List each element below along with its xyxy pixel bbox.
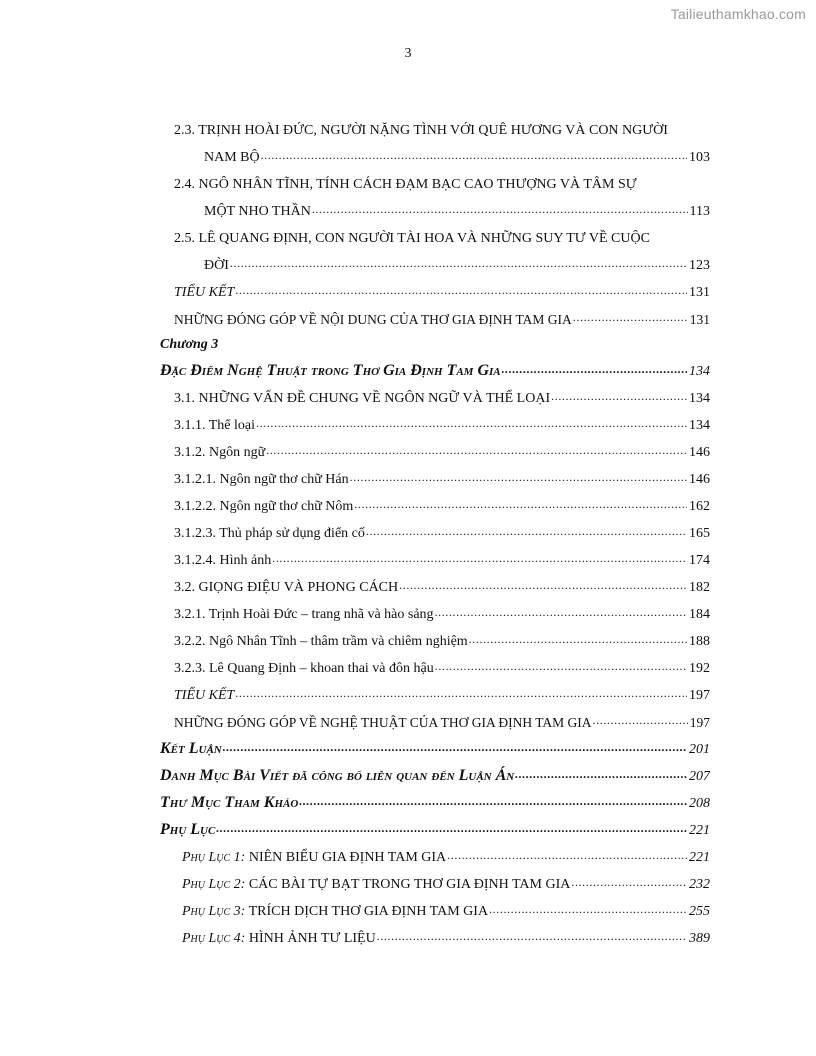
appendix-prefix: Phụ Lục 3:	[182, 904, 246, 919]
toc-entry[interactable]	[160, 650, 710, 677]
dot-leader	[299, 794, 687, 809]
chapter-label: Chương 3	[160, 337, 219, 352]
toc-entry-title	[182, 904, 488, 920]
appendix-title: HÌNH ẢNH TƯ LIỆU	[245, 931, 376, 946]
toc-entry-title: NAM BỘ	[204, 150, 260, 165]
dot-leader	[469, 632, 687, 647]
dot-leader	[272, 551, 687, 566]
toc-entry-title: 3.2.1. Trịnh Hoài Đức – trang nhã và hào sảng	[174, 607, 434, 622]
watermark: Tailieuthamkhao.com	[670, 6, 806, 22]
toc-entry[interactable]	[160, 596, 710, 623]
dot-leader	[216, 821, 687, 836]
toc-entry-title: Kết Luận	[160, 740, 222, 757]
toc-page-number: 197	[689, 715, 710, 730]
toc-entry[interactable]	[160, 112, 710, 139]
toc-entry-title: TIỂU KẾT	[174, 285, 235, 300]
toc-entry[interactable]	[160, 623, 710, 650]
dot-leader	[235, 283, 687, 298]
appendix-title: TRÍCH DỊCH THƠ GIA ĐỊNH TAM GIA	[245, 904, 489, 919]
toc-entry[interactable]	[160, 247, 710, 274]
toc-page-number: 134	[689, 418, 710, 433]
toc-entry-title: Phụ Lục	[160, 821, 216, 838]
toc-page-number: 208	[689, 796, 710, 811]
toc-page-number: 182	[689, 580, 710, 595]
appendix-title: CÁC BÀI TỰ BẠT TRONG THƠ GIA ĐỊNH TAM GIA	[245, 877, 571, 892]
toc-entry[interactable]	[160, 758, 710, 785]
page-number: 3	[404, 46, 412, 61]
dot-leader	[366, 524, 687, 539]
toc-entry-title: Danh Mục Bài Viết đã công bố liên quan đến Luận Án	[160, 767, 515, 784]
toc-entry[interactable]	[160, 920, 710, 947]
toc-entry-title: ĐỜI	[204, 258, 229, 273]
toc-entry-title	[182, 877, 570, 893]
toc-entry[interactable]	[160, 434, 710, 461]
toc-entry[interactable]	[160, 353, 710, 380]
toc-page-number: 131	[689, 312, 710, 327]
dot-leader	[256, 416, 687, 431]
toc-entry[interactable]	[160, 866, 710, 893]
toc-page-number: 165	[689, 526, 710, 541]
toc-entry[interactable]	[160, 139, 710, 166]
toc-page-number: 174	[689, 553, 710, 568]
toc-entry-title: 3.1.2.2. Ngôn ngữ thơ chữ Nôm	[174, 499, 354, 514]
toc-page-number: 201	[689, 742, 710, 757]
toc-page-number: 113	[689, 204, 710, 219]
dot-leader	[350, 470, 687, 485]
toc-entry-title: 3.1.2.4. Hình ảnh	[174, 553, 272, 568]
toc-entry-title: Thư Mục Tham Khảo	[160, 794, 299, 811]
toc-entry-title: 3.2.3. Lê Quang Định – khoan thai và đôn hậu	[174, 661, 434, 676]
dot-leader	[573, 310, 688, 325]
toc-entry-title: TIỂU KẾT	[174, 688, 235, 703]
toc-entry[interactable]	[160, 407, 710, 434]
toc-page-number: 389	[689, 931, 710, 946]
dot-leader	[354, 497, 687, 512]
toc-entry[interactable]	[160, 542, 710, 569]
toc-page-number: 146	[689, 445, 710, 460]
appendix-title: NIÊN BIỂU GIA ĐỊNH TAM GIA	[245, 850, 447, 865]
toc-page-number: 123	[689, 258, 710, 273]
toc-page-number: 134	[689, 391, 710, 406]
toc-entry-title: 3.2.2. Ngô Nhân Tĩnh – thâm trầm và chiêm nghiệm	[174, 634, 468, 649]
dot-leader	[593, 713, 688, 728]
dot-leader	[223, 740, 687, 755]
toc-entry[interactable]	[160, 893, 710, 920]
dot-leader	[571, 875, 687, 890]
toc-page-number: 192	[689, 661, 710, 676]
toc-entry[interactable]	[160, 166, 710, 193]
toc-page-number: 134	[689, 364, 710, 379]
table-of-contents	[160, 112, 710, 947]
toc-entry-title: 2.5. LÊ QUANG ĐỊNH, CON NGƯỜI TÀI HOA VÀ NHỮNG SUY TƯ VỀ CUỘC	[174, 231, 650, 246]
dot-leader	[502, 362, 687, 377]
toc-entry[interactable]	[160, 785, 710, 812]
dot-leader	[435, 659, 687, 674]
toc-entry[interactable]	[160, 812, 710, 839]
toc-entry[interactable]	[160, 704, 710, 731]
toc-entry-title: 3.1. NHỮNG VẤN ĐỀ CHUNG VỀ NGÔN NGỮ VÀ THỂ LOẠI	[174, 391, 551, 406]
dot-leader	[377, 929, 687, 944]
toc-entry[interactable]	[160, 380, 710, 407]
toc-entry[interactable]	[160, 515, 710, 542]
dot-leader	[399, 578, 687, 593]
dot-leader	[435, 605, 687, 620]
appendix-prefix: Phụ Lục 4:	[182, 931, 246, 946]
toc-entry[interactable]	[160, 488, 710, 515]
toc-entry-title: 3.1.2.3. Thủ pháp sử dụng điển cố	[174, 526, 365, 541]
toc-entry[interactable]	[160, 220, 710, 247]
toc-page-number: 131	[689, 285, 710, 300]
dot-leader	[235, 686, 687, 701]
toc-page-number: 207	[689, 769, 710, 784]
dot-leader	[230, 256, 687, 271]
toc-entry-title: Đặc Điểm Nghệ Thuật trong Thơ Gia Định Tam Gia	[160, 362, 501, 379]
dot-leader	[261, 148, 687, 163]
toc-entry[interactable]	[160, 839, 710, 866]
toc-entry-title: 3.1.2. Ngôn ngữ	[174, 445, 266, 460]
toc-entry[interactable]	[160, 677, 710, 704]
toc-entry-title: 3.1.2.1. Ngôn ngữ thơ chữ Hán	[174, 472, 349, 487]
toc-page-number: 221	[689, 823, 710, 838]
dot-leader	[312, 202, 688, 217]
dot-leader	[447, 848, 687, 863]
toc-page-number: 255	[689, 904, 710, 919]
dot-leader	[489, 902, 687, 917]
toc-page-number: 103	[689, 150, 710, 165]
toc-entry-title: 2.4. NGÔ NHÂN TĨNH, TÍNH CÁCH ĐẠM BẠC CAO THƯỢNG VÀ TÂM SỰ	[174, 177, 637, 192]
toc-entry[interactable]	[160, 569, 710, 596]
toc-entry-title: 3.2. GIỌNG ĐIỆU VÀ PHONG CÁCH	[174, 580, 399, 595]
toc-entry-title: MỘT NHO THẦN	[204, 204, 311, 219]
toc-page-number: 221	[689, 850, 710, 865]
chapter-heading	[160, 328, 710, 353]
dot-leader	[515, 767, 687, 782]
toc-entry[interactable]	[160, 301, 710, 328]
toc-page-number: 184	[689, 607, 710, 622]
toc-entry-title	[182, 850, 446, 866]
appendix-prefix: Phụ Lục 2:	[182, 877, 246, 892]
toc-entry[interactable]	[160, 731, 710, 758]
toc-entry[interactable]	[160, 274, 710, 301]
toc-page-number: 188	[689, 634, 710, 649]
toc-page-number: 197	[689, 688, 710, 703]
toc-page-number: 146	[689, 472, 710, 487]
toc-page-number: 162	[689, 499, 710, 514]
appendix-prefix: Phụ Lục 1:	[182, 850, 246, 865]
toc-entry-title: 2.3. TRỊNH HOÀI ĐỨC, NGƯỜI NẶNG TÌNH VỚI QUÊ HƯƠNG VÀ CON NGƯỜI	[174, 123, 668, 138]
dot-leader	[266, 443, 687, 458]
toc-entry-title	[182, 931, 376, 947]
dot-leader	[551, 389, 687, 404]
toc-entry-title: NHỮNG ĐÓNG GÓP VỀ NGHỆ THUẬT CỦA THƠ GIA ĐỊNH TAM GIA	[174, 715, 592, 730]
toc-entry-title: NHỮNG ĐÓNG GÓP VỀ NỘI DUNG CỦA THƠ GIA ĐỊNH TAM GIA	[174, 312, 572, 327]
toc-entry[interactable]	[160, 193, 710, 220]
toc-page-number: 232	[689, 877, 710, 892]
toc-entry[interactable]	[160, 461, 710, 488]
toc-entry-title: 3.1.1. Thể loại	[174, 418, 256, 433]
